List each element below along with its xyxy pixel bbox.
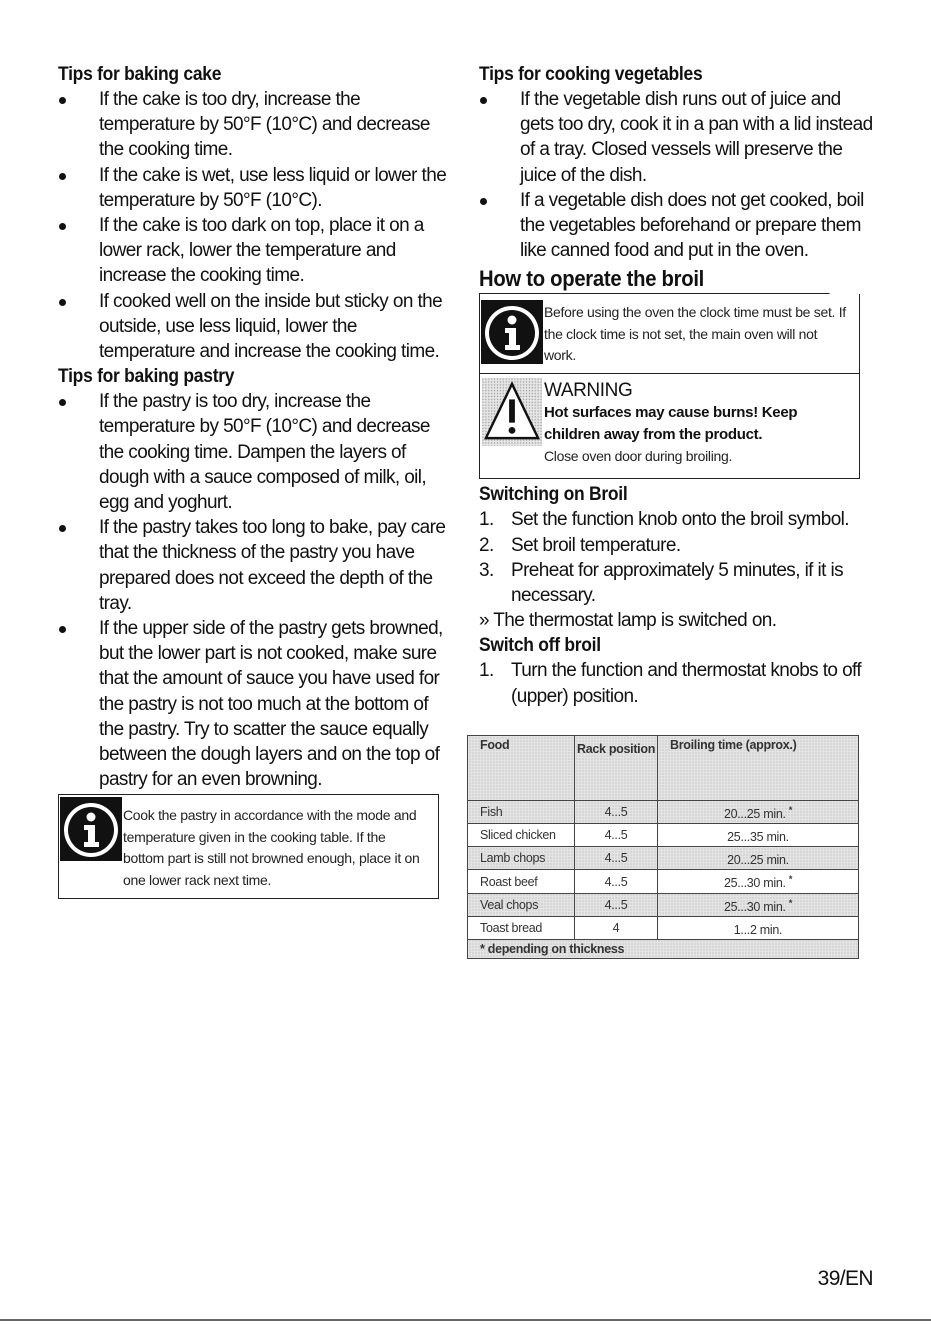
list-item: 1. Set the function knob onto the broil symbol. — [479, 509, 849, 531]
bullet-icon — [59, 626, 66, 633]
cell-food: Veal chops — [468, 893, 575, 916]
broiling-table — [467, 735, 859, 959]
cell-rack: 4...5 — [575, 870, 658, 893]
bullet-icon — [480, 198, 487, 205]
broil-section-heading: How to operate the broil — [479, 265, 830, 294]
pastry-tips-heading: Tips for baking pastry — [58, 366, 235, 388]
pastry-tips-list — [58, 389, 453, 792]
table-row — [468, 824, 859, 847]
warning-bold-text: Hot surfaces may cause burns! Keep children away from the product. — [544, 404, 798, 444]
list-item: If the cake is wet, use less liquid or lower the temperature by 50°F (10°C). — [58, 163, 453, 213]
list-item: If cooked well on the inside but sticky on the outside, use less liquid, lower the temperature and increase the cooking time. — [58, 289, 453, 365]
cell-food: Fish — [468, 801, 575, 824]
table-header-row — [468, 736, 859, 801]
warning-box — [479, 374, 860, 479]
table-row — [468, 801, 859, 824]
info-icon — [481, 300, 543, 364]
switch-on-heading: Switching on Broil — [479, 484, 628, 506]
table-row — [468, 870, 859, 893]
cell-food: Sliced chicken — [468, 824, 575, 847]
footnote-mark: * — [788, 897, 793, 908]
warning-title: WARNING — [544, 380, 633, 402]
column-header-food: Food — [468, 736, 575, 801]
cake-tips-heading: Tips for baking cake — [58, 64, 222, 85]
list-item: If the cake is too dry, increase the temperature by 50°F (10°C) and decrease the cooking time. — [58, 87, 453, 163]
vegetable-tips-list — [479, 87, 874, 263]
table-footnote-row — [468, 939, 859, 958]
page-bottom-rule — [0, 1319, 931, 1321]
cell-time: 25...30 min. * — [658, 893, 859, 916]
table-row — [468, 893, 859, 916]
footnote-mark: * — [788, 874, 793, 885]
cell-rack: 4 — [575, 916, 658, 939]
table-footnote: * depending on thickness — [468, 939, 859, 958]
switch-on-steps — [479, 507, 874, 608]
table-body — [468, 801, 859, 940]
page-number: 39/EN — [817, 1267, 873, 1290]
cell-rack: 4...5 — [575, 824, 658, 847]
bullet-icon — [59, 97, 66, 104]
pastry-note-text: Cook the pastry in accordance with the mode and temperature given in the cooking table. If the bottom part is still not browned enough, place it on one lower rack next time. — [123, 807, 420, 888]
warning-text: Close oven door during broiling. — [544, 448, 733, 465]
table-row — [468, 847, 859, 870]
list-item: If the pastry is too dry, increase the temperature by 50°F (10°C) and decrease the cooking time. Dampen the layers of dough with a sauce composed of milk, oil, egg and yoghurt. — [58, 389, 453, 515]
vegetable-tips-heading: Tips for cooking vegetables — [479, 64, 703, 85]
bullet-icon — [59, 173, 66, 180]
pastry-info-note — [58, 794, 439, 899]
cell-food: Toast bread — [468, 916, 575, 939]
list-item: If a vegetable dish does not get cooked, boil the vegetables beforehand or prepare them like canned food and put in the oven. — [479, 188, 874, 264]
bullet-icon — [480, 97, 487, 104]
thermostat-line: » The thermostat lamp is switched on. — [479, 610, 777, 632]
cell-food: Lamb chops — [468, 847, 575, 870]
cell-time: 20...25 min. * — [658, 801, 859, 824]
cell-time: 25...35 min. — [658, 824, 859, 847]
cell-rack: 4...5 — [575, 893, 658, 916]
column-header-rack: Rack position — [575, 736, 658, 801]
switch-off-steps — [479, 658, 874, 708]
broil-info-note — [479, 294, 860, 374]
bullet-icon — [59, 525, 66, 532]
warning-icon — [482, 378, 542, 446]
bullet-icon — [59, 299, 66, 306]
list-item: If the vegetable dish runs out of juice and gets too dry, cook it in a pan with a lid instead of a tray. Closed vessels will preserve the juice of the dish. — [479, 87, 874, 188]
list-item: 2. Set broil temperature. — [479, 534, 681, 556]
table-row — [468, 916, 859, 939]
bullet-icon — [59, 399, 66, 406]
cell-rack: 4...5 — [575, 847, 658, 870]
list-item: If the pastry takes too long to bake, pay care that the thickness of the pastry you have prepared does not exceed the depth of the tray. — [58, 515, 453, 616]
cell-time: 20...25 min. — [658, 847, 859, 870]
broil-note-text: Before using the oven the clock time must be set. If the clock time is not set, the main oven will not work. — [544, 304, 846, 364]
list-item: If the upper side of the pastry gets browned, but the lower part is not cooked, make sure that the amount of sauce you have used for the pastry is not too much at the bottom of the pastry. Try to scatter the sauce equally between the dough layers and on the top of pastry for an even browning. — [58, 616, 453, 792]
cell-rack: 4...5 — [575, 801, 658, 824]
column-header-time: Broiling time (approx.) — [658, 736, 859, 801]
info-icon — [60, 797, 122, 861]
list-item: 3. Preheat for approximately 5 minutes, if it is necessary. — [479, 559, 844, 607]
left-column — [58, 62, 453, 899]
list-item: 1. Turn the function and thermostat knobs to off (upper) position. — [479, 660, 862, 707]
cell-time: 25...30 min. * — [658, 870, 859, 893]
footnote-mark: * — [788, 805, 793, 815]
cell-time: 1...2 min. — [658, 916, 859, 939]
bullet-icon — [59, 223, 66, 230]
cake-tips-list — [58, 87, 453, 364]
cell-food: Roast beef — [468, 870, 575, 893]
switch-off-heading: Switch off broil — [479, 635, 601, 657]
list-item: If the cake is too dark on top, place it on a lower rack, lower the temperature and increase the cooking time. — [58, 213, 453, 289]
right-column — [479, 62, 874, 709]
